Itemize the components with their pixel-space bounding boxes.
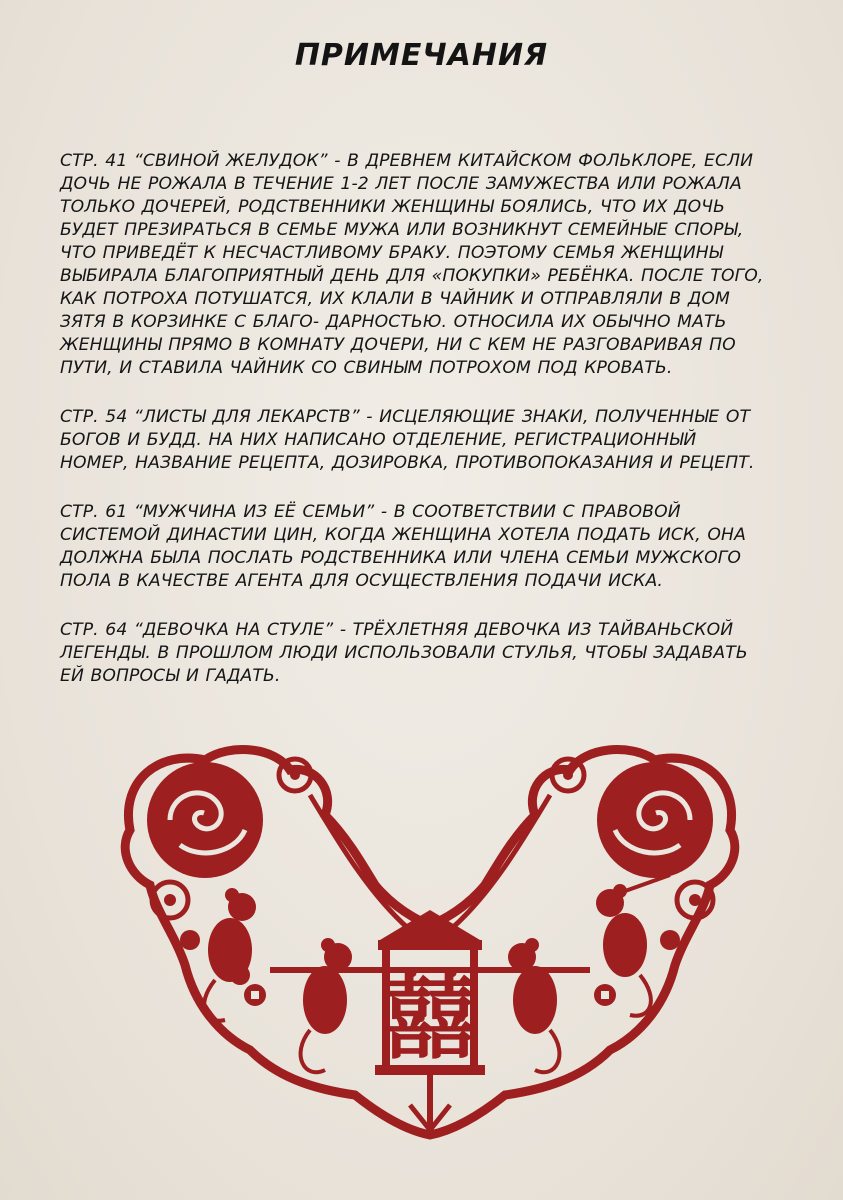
note-page-41: СТР. 41 “СВИНОЙ ЖЕЛУДОК” - В ДРЕВНЕМ КИТАЙСКОМ ФОЛЬКЛОРЕ, ЕСЛИ ДОЧЬ НЕ РОЖАЛА В ТЕЧЕНИЕ 1-2 ЛЕТ ПОСЛЕ ЗАМУЖЕСТВА ИЛИ РОЖАЛА ТОЛЬКО ДОЧЕРЕЙ, РОДСТВЕННИКИ ЖЕНЩИНЫ БОЯЛИСЬ, ЧТО ИХ ДОЧЬ БУДЕТ ПРЕЗИРАТЬСЯ В СЕМЬЕ МУЖА ИЛИ ВОЗНИКНУТ СЕМЕЙНЫЕ СПОРЫ, ЧТО ПРИВЕДЁТ К НЕСЧАСТЛИВОМУ БРАКУ. ПОЭТОМУ СЕМЬЯ ЖЕНЩИНЫ ВЫБИРАЛА БЛАГОПРИЯТНЫЙ ДЕНЬ ДЛЯ «ПОКУПКИ» РЕБЁНКА. ПОСЛЕ ТОГО, КАК ПОТРОХА ПОТУШАТСЯ, ИХ КЛАЛИ В ЧАЙНИК И ОТПРАВЛЯЛИ В ДОМ ЗЯТЯ В КОРЗИНКЕ С БЛАГО- ДАРНОСТЬЮ. ОТНОСИЛА ИХ ОБЫЧНО МАТЬ ЖЕНЩИНЫ ПРЯМО В КОМНАТУ ДОЧЕРИ, НИ С КЕМ НЕ РАЗГОВАРИВАЯ ПО ПУТИ, И СТАВИЛА ЧАЙНИК СО СВИНЫМ ПОТРОХОМ ПОД КРОВАТЬ. [60,151,764,378]
note-page-64: СТР. 64 “ДЕВОЧКА НА СТУЛЕ” - ТРЁХЛЕТНЯЯ ДЕВОЧКА ИЗ ТАЙВАНЬСКОЙ ЛЕГЕНДЫ. В ПРОШЛОМ ЛЮДИ ИСПОЛЬЗОВАЛИ СТУЛЬЯ, ЧТОБЫ ЗАДАВАТЬ ЕЙ ВОПРОСЫ И ГАДАТЬ. [60,620,748,686]
note-page-54: СТР. 54 “ЛИСТЫ ДЛЯ ЛЕКАРСТВ” - ИСЦЕЛЯЮЩИЕ ЗНАКИ, ПОЛУЧЕННЫЕ ОТ БОГОВ И БУДД. НА НИХ НАПИСАНО ОТДЕЛЕНИЕ, РЕГИСТРАЦИОННЫЙ НОМЕР, НАЗВАНИЕ РЕЦЕПТА, ДОЗИРОВКА, ПРОТИВОПОКАЗАНИЯ И РЕЦЕПТ. [60,407,755,473]
page-title: ПРИМЕЧАНИЯ [294,38,549,73]
red-papercut-collar-icon [110,735,750,1145]
double-happiness-glyph: 囍 [383,965,477,1072]
notes-list [60,150,770,714]
note-page-61: СТР. 61 “МУЖЧИНА ИЗ ЕЁ СЕМЬИ” - В СООТВЕТСТВИИ С ПРАВОВОЙ СИСТЕМОЙ ДИНАСТИИ ЦИН, КОГДА ЖЕНЩИНА ХОТЕЛА ПОДАТЬ ИСК, ОНА ДОЛЖНА БЫЛА ПОСЛАТЬ РОДСТВЕННИКА ИЛИ ЧЛЕНА СЕМЬИ МУЖСКОГО ПОЛА В КАЧЕСТВЕ АГЕНТА ДЛЯ ОСУЩЕСТВЛЕНИЯ ПОДАЧИ ИСКА. [60,502,746,591]
